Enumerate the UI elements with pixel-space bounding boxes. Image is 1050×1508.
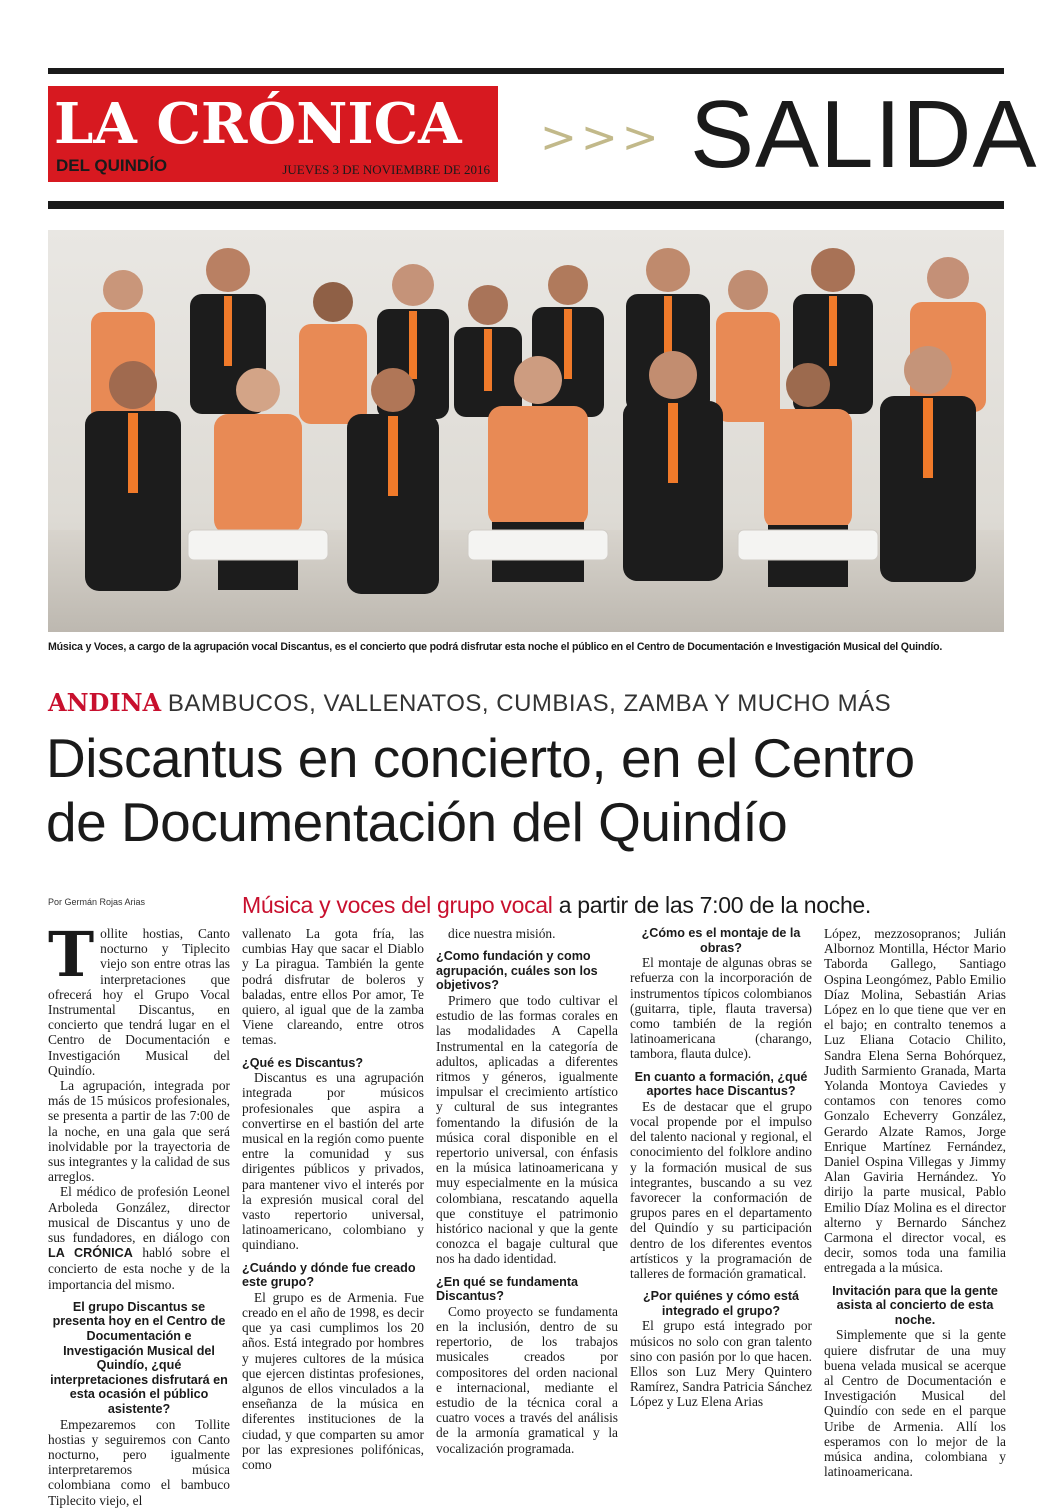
paragraph: Primero que todo cultivar el estudio de las formas corales en las modalidades A Capella Instrumental en la categoría de adultos, aplicadas a diferentes ritmos y géneros, igualmente impulsar el crecimiento artístico y cultural de sus integrantes fomentando la difusión de la música coral disponible en el repertorio universal, con énfasis en la música latinoamericana y muy especialmente en la música colombiana, rescatando aquella que constituye el patrimonio histórico nacional y que la gente conozca el bagaje cultural que nos ha dado identidad. xyxy=(436,992,618,1267)
question-heading: ¿En qué se fundamenta Discantus? xyxy=(436,1274,579,1304)
paragraph: Como proyecto se fundamenta en la inclusión, dentro de su repertorio, de los trabajos musicales creados por compositores del orden nacional e internacional, mediante el estudio de la técnica coral a cuatro voces a través del análisis de la armonía gramatical y la vocalización programada. xyxy=(436,1303,618,1456)
kicker-label: ANDINA xyxy=(48,688,162,717)
question-heading: ¿Cuándo y dónde fue creado este grupo? xyxy=(242,1260,416,1290)
dropcap: T xyxy=(48,918,95,991)
paragraph: Simplemente que si la gente quiere disfrutar de una muy buena velada musical se acerque al Centro de Documentación e Investigación Musical del Quindío con sede en el parque Uribe de Armenia. Allí los esperamos con lo mejor de la música andina, colombiana y latinoamericana. xyxy=(824,1327,1006,1480)
article-deck xyxy=(242,890,871,920)
question-heading: ¿Cómo es el montaje de la obras? xyxy=(641,926,801,955)
deck-rest: a partir de las 7:00 de la noche. xyxy=(552,892,872,918)
article-body xyxy=(48,918,1008,1508)
paragraph: López, mezzosopranos; Julián Albornoz Montilla, Héctor Mario Taborda Gallego, Santiago Ospina Leongómez, Pablo Emilio Díaz Molina, Sebastián Arias López en lo que tiene que ver en el bajo; en contralto tenemos a Luz Eliana Cotacio Chilito, Sandra Elena Serna Bohórquez, Judith Sarmiento Granada, Marta Yolanda Montoya Caviedes y contamos con tenores como Gonzalo Echeverry González, Gerardo Alzate Ramos, Jorge Enrique Martínez Fernández, Daniel Ospina Villegas y Jimmy Alan Gaviria Hernández. Yo dirijo la parte musical, Pablo Emilio Díaz Molina es el director alterno y Bernardo Sánchez Carmona el director vocal, es decir, somos toda una familia entregada a la música. xyxy=(824,926,1006,1276)
group-photo-illustration xyxy=(48,230,1004,632)
paragraph: El montaje de algunas obras se refuerza con la incorporación de instrumentos típicos colombianos (guitarra, tiple, flauta traversa) como también de la región latinoamericana (charango, tambora, flauta dulce). xyxy=(630,955,812,1062)
column-2 xyxy=(242,926,424,1473)
header-rule xyxy=(48,201,1004,209)
paragraph: dice nuestra misión. xyxy=(448,926,556,941)
section-title: SALIDA xyxy=(690,81,1038,188)
issue-date: JUEVES 3 DE NOVIEMBRE DE 2016 xyxy=(282,162,490,177)
newspaper-name: LA CRÓNICA xyxy=(48,1246,133,1261)
column-5 xyxy=(824,926,1006,1480)
deck-highlight: Música y voces del grupo vocal xyxy=(242,892,553,918)
masthead-title: LA CRÓNICA xyxy=(54,91,462,157)
paragraph: Discantus es una agrupación integrada por músicos profesionales que aspira a convertirse en el bastión del arte musical en la región como puente entre la comunidad y sus dirigentes públicos y privados, para mantener vivo el interés por la expresión musical coral del vasto repertorio universal, latinoamericano, colombiano y quindiano. xyxy=(242,1070,424,1253)
paragraph: El grupo está integrado por músicos no solo con gran talento sino con pasión por lo que hacen. Ellos son Luz Mery Quintero Ramírez, Sandra Patricia Sánchez López y Luz Elena Arias xyxy=(630,1318,812,1410)
column-1 xyxy=(48,918,230,1508)
article-headline xyxy=(46,726,1006,854)
kicker-text: BAMBUCOS, VALLENATOS, CUMBIAS, ZAMBA Y MUCHO MÁS xyxy=(167,690,892,717)
question-heading: Invitación para que la gente asista al concierto de esta noche. xyxy=(832,1283,998,1327)
headline-line-1: Discantus en concierto, en el Centro xyxy=(46,727,915,789)
headline-line-2: de Documentación del Quindío xyxy=(46,791,788,853)
paragraph: Tollite hostias, Canto nocturno y Tiplecito viejo son entre otras las interpretaciones que ofrecerá hoy el Grupo Vocal Instrumental Discantus, en concierto que tendrá lugar en el Centro de Documentación e Investigación Musical del Quindío. xyxy=(48,918,230,1078)
paragraph: El grupo es de Armenia. Fue creado en el año de 1998, es decir que ya casi cumplimos los 20 años. Está integrado por hombres y mujeres cultores de la música que ejercen distintas profesiones, algunos de ellos vinculados a la enseñanza de la música en diferentes instituciones de la ciudad, y que comparten su amor por las expresiones polifónicas, como xyxy=(242,1289,424,1473)
masthead-subtitle: DEL QUINDÍO xyxy=(56,156,168,175)
paragraph: Es de destacar que el grupo vocal propende por el impulso del talento nacional y regional, el conocimiento del folklore andino y la formación musical de sus integrantes, buscando a su vez favorecer la conformación de grupos pares en el departamento del Quindío y su participación dentro de los diferentes eventos artísticos y la programación de talleres de formación gramatical. xyxy=(630,1098,812,1282)
article-kicker xyxy=(48,688,891,719)
paragraph: vallenato La gota fría, las cumbias Hay que sacar el Diablo y La piragua. También la gente podrá disfrutar de boleros y baladas, entre ellos Por amor, Te quiero, al igual que de la zamba Viene clareando, entre otros temas. xyxy=(242,926,424,1048)
column-4 xyxy=(630,926,812,1466)
paragraph: La agrupación, integrada por más de 15 músicos profesionales, se presenta a partir de las 7:00 de la noche, en una gala que será inolvidable por la trayectoria de sus integrantes y la calidad de sus arreglos. xyxy=(48,1078,230,1185)
byline: Por Germán Rojas Arias xyxy=(48,897,146,907)
photo-caption: Música y Voces, a cargo de la agrupación vocal Discantus, es el concierto que podrá disfrutar esta noche el público en el Centro de Documentación e Investigación Musical del Quindío. xyxy=(48,641,943,653)
section-arrows-icon: >>> xyxy=(540,112,663,163)
masthead-logo[interactable] xyxy=(48,86,498,182)
group-photo xyxy=(48,230,1004,632)
question-heading: El grupo Discantus se presenta hoy en el Centro de Documentación e Investigación Musical del Quindío, ¿qué interpretaciones disfrutará en esta ocasión el público asistente? xyxy=(50,1299,228,1417)
top-rule xyxy=(48,68,1004,74)
question-heading: ¿Qué es Discantus? xyxy=(242,1055,364,1070)
question-heading: En cuanto a formación, ¿qué aportes hace Discantus? xyxy=(634,1069,808,1099)
question-heading: ¿Como fundación y como agrupación, cuáles son los objetivos? xyxy=(436,949,598,993)
question-heading: ¿Por quiénes y cómo está integrado el grupo? xyxy=(642,1289,800,1318)
paragraph: Empezaremos con Tollite hostias y seguiremos con Canto nocturno, pero igualmente interpretaremos música colombiana como el bambuco Tiplecito viejo, el xyxy=(48,1416,230,1508)
paragraph: El médico de profesión Leonel Arboleda González, director musical de Discantus y uno de sus fundadores, en diálogo con LA CRÓNICA habló sobre el concierto de esta noche y de la importancia del mismo. xyxy=(48,1184,230,1292)
column-3 xyxy=(436,926,618,1466)
